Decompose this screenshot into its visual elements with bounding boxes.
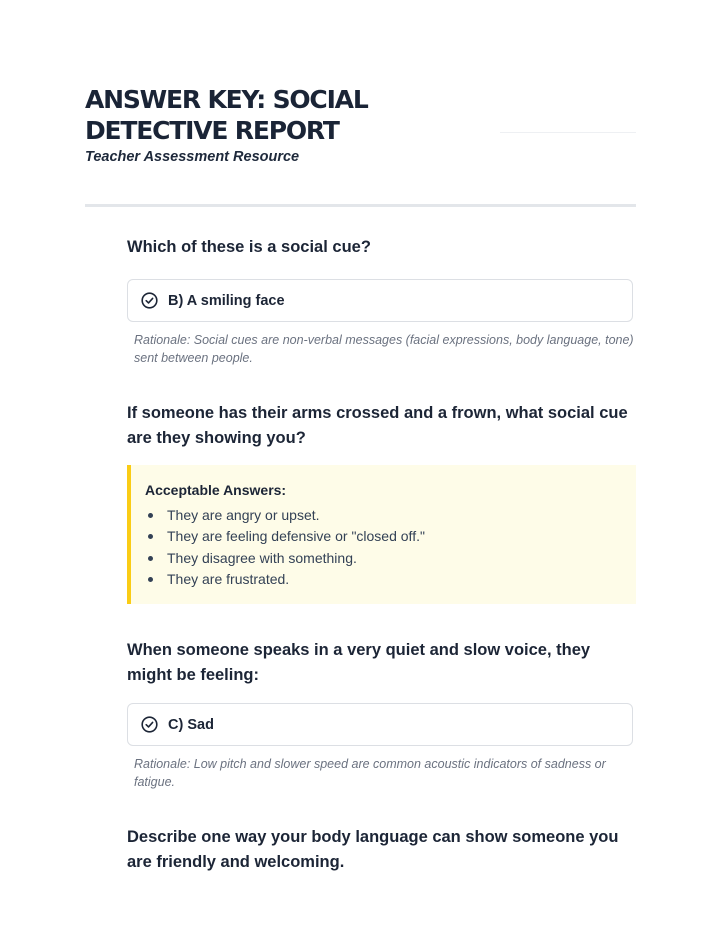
question-1: Which of these is a social cue?: [127, 238, 371, 256]
check-circle-icon: [140, 292, 158, 310]
answer-box-3: [127, 703, 633, 746]
header-accent-line: [500, 132, 636, 133]
question-2: If someone has their arms crossed and a frown, what social cue are they showing you?: [127, 404, 628, 447]
check-circle-icon: [140, 716, 158, 734]
bullet-icon: [148, 556, 153, 561]
acceptable-answers-list: [145, 505, 425, 590]
bullet-icon: [148, 513, 153, 518]
list-item: [145, 569, 425, 590]
list-item-text: They are angry or upset.: [167, 507, 320, 523]
question-3: When someone speaks in a very quiet and slow voice, they might be feeling:: [127, 641, 591, 684]
list-item: [145, 505, 425, 526]
answer-text-1: B) A smiling face: [168, 292, 285, 309]
question-4: Describe one way your body language can show someone you are friendly and welcoming.: [127, 828, 619, 871]
rationale-3: Rationale: Low pitch and slower speed are common acoustic indicators of sadness or fatigue.: [134, 757, 606, 789]
list-item-text: They are frustrated.: [167, 570, 290, 587]
answer-box-1: [127, 279, 633, 322]
list-item-text: They are feeling defensive or "closed off.": [167, 528, 425, 545]
header-divider: [85, 204, 636, 207]
bullet-icon: [148, 534, 153, 539]
list-item: [145, 548, 425, 569]
rationale-1: Rationale: Social cues are non-verbal messages (facial expressions, body language, tone) sent between people.: [134, 333, 634, 365]
answer-text-3: C) Sad: [168, 716, 214, 733]
list-item: [145, 526, 425, 547]
list-item-text: They disagree with something.: [167, 549, 357, 566]
page-title: ANSWER KEY: SOCIAL DETECTIVE REPORT: [85, 85, 368, 145]
acceptable-answers-box: [127, 465, 636, 604]
page-subtitle: Teacher Assessment Resource: [85, 149, 300, 165]
bullet-icon: [148, 577, 153, 582]
acceptable-answers-title: Acceptable Answers:: [145, 482, 287, 498]
